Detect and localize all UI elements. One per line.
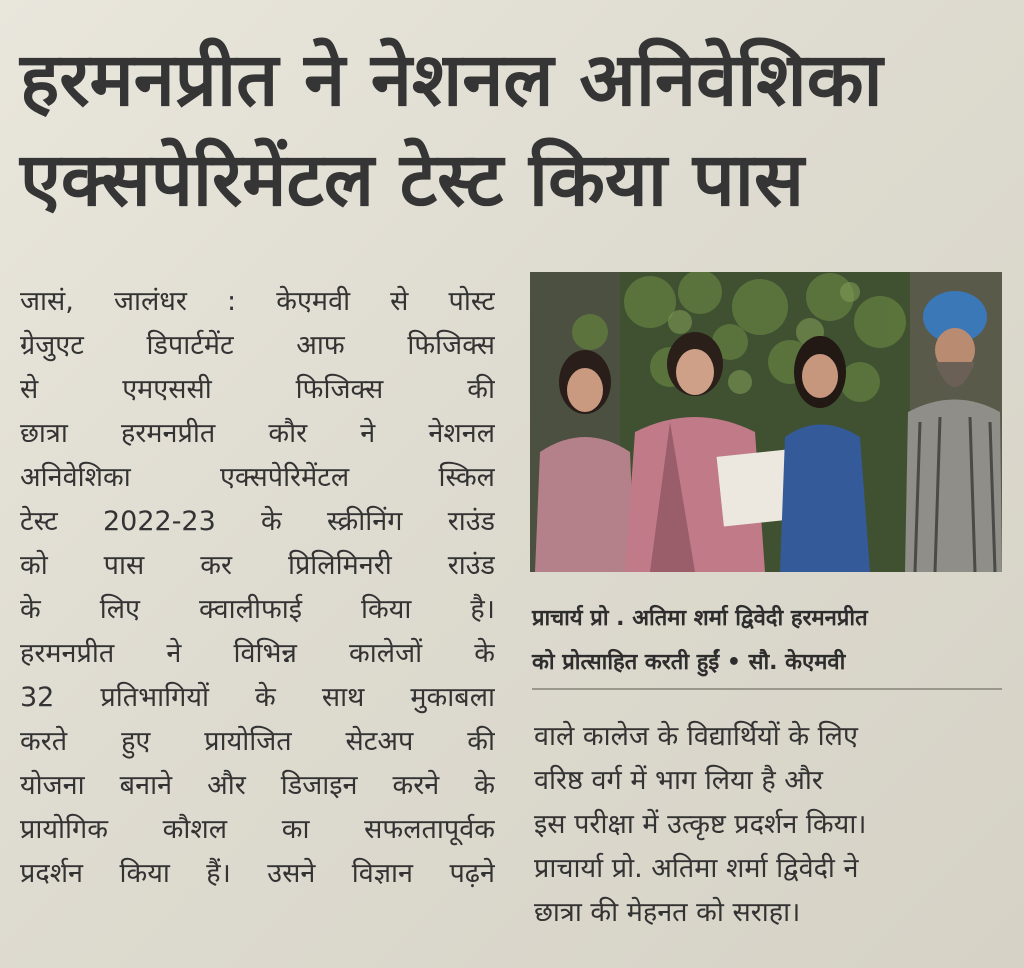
- caption-line-2: को प्रोत्साहित करती हुईं • सौ. केएमवी: [532, 650, 846, 675]
- headline: [20, 30, 1010, 230]
- body-line: हरमनप्रीत ने विभिन्न कालेजों के: [20, 638, 495, 669]
- body-line: छात्रा की मेहनत को सराहा।: [534, 897, 801, 928]
- body-line: को पास कर प्रिलिमिनरी राउंड: [20, 550, 495, 581]
- news-photo-illustration: [530, 272, 1002, 572]
- photo-caption: [532, 597, 1002, 685]
- body-line: वाले कालेज के विद्यार्थियों के लिए: [534, 721, 858, 752]
- headline-line-1: हरमनप्रीत ने नेशनल अनिवेशिका: [20, 37, 883, 123]
- body-line: 32 प्रतिभागियों के साथ मुकाबला: [20, 682, 495, 713]
- body-line: प्राचार्या प्रो. अतिमा शर्मा द्विवेदी ने: [534, 853, 859, 884]
- body-line: अनिवेशिका एक्सपेरिमेंटल स्किल: [20, 462, 495, 493]
- body-line: टेस्ट 2022-23 के स्क्रीनिंग राउंड: [20, 506, 495, 537]
- news-photo: [530, 272, 1002, 572]
- article-body-right: [534, 715, 1004, 935]
- body-line: के लिए क्वालीफाई किया है।: [20, 594, 495, 625]
- body-line: प्रदर्शन किया हैं। उसने विज्ञान पढ़ने: [20, 858, 495, 889]
- body-line: छात्रा हरमनप्रीत कौर ने नेशनल: [20, 418, 495, 449]
- caption-line-1: प्राचार्य प्रो . अतिमा शर्मा द्विवेदी हरमनप्रीत: [532, 606, 868, 631]
- body-line: प्रायोगिक कौशल का सफलतापूर्वक: [20, 814, 495, 845]
- article-body-left: [20, 280, 495, 896]
- body-line: ग्रेजुएट डिपार्टमेंट आफ फिजिक्स: [20, 330, 495, 361]
- body-line: जासं, जालंधर : केएमवी से पोस्ट: [20, 286, 495, 317]
- body-line: से एमएससी फिजिक्स की: [20, 374, 495, 405]
- body-line: वरिष्ठ वर्ग में भाग लिया है और: [534, 765, 823, 796]
- body-line: योजना बनाने और डिजाइन करने के: [20, 770, 495, 801]
- caption-divider: [532, 688, 1002, 690]
- body-line: इस परीक्षा में उत्कृष्ट प्रदर्शन किया।: [534, 809, 867, 840]
- body-line: करते हुए प्रायोजित सेटअप की: [20, 726, 495, 757]
- headline-line-2: एक्सपेरिमेंटल टेस्ट किया पास: [20, 137, 804, 223]
